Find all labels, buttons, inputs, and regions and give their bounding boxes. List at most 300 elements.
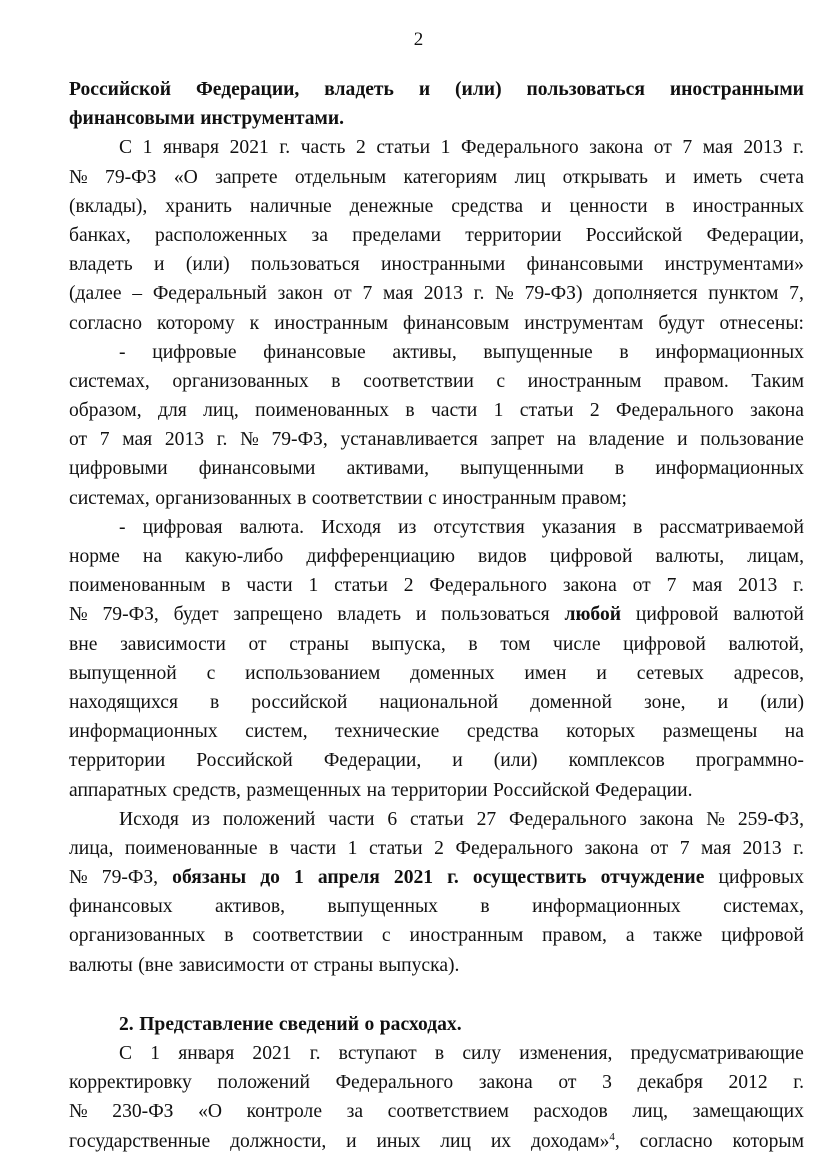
word: № [495, 283, 514, 305]
text-line [69, 75, 804, 104]
word: из [398, 516, 417, 538]
word: отдельным [294, 166, 387, 188]
word: г. [309, 1043, 321, 1064]
word: средства [451, 195, 524, 217]
word: в [297, 487, 307, 509]
text-line [69, 396, 804, 425]
word: 79-ФЗ [105, 166, 157, 188]
document-body [69, 75, 804, 1156]
text-line [69, 279, 804, 308]
word: 79-ФЗ) [524, 283, 583, 305]
word: лиц [514, 166, 546, 188]
word: января [178, 1043, 235, 1064]
word: любой [564, 604, 622, 626]
word: (далее [69, 283, 122, 305]
word: владеть [324, 79, 394, 100]
word: на [366, 779, 386, 801]
word: с [428, 487, 437, 509]
word: зависимости [178, 954, 285, 976]
word: выпущенных [327, 896, 438, 918]
word: № [69, 867, 88, 889]
word: часть [300, 137, 346, 159]
word: территории [465, 224, 562, 246]
word: и [415, 604, 427, 626]
text-line [69, 746, 804, 775]
word: дополняется [593, 283, 698, 305]
word: закона [589, 137, 644, 159]
word: иностранным [442, 487, 557, 509]
word: и [541, 195, 552, 217]
paragraph [69, 513, 804, 805]
word: 2 [434, 837, 444, 859]
word: размещенных [246, 779, 362, 801]
word: правом. [664, 370, 729, 392]
word: запрет [490, 429, 545, 451]
word: организованных [172, 370, 309, 392]
word: в [269, 837, 279, 859]
text-line [69, 513, 804, 542]
word: 1 [440, 137, 451, 159]
word: наличные [249, 195, 332, 217]
word: (или) [493, 750, 538, 772]
word: сетевых [636, 662, 704, 684]
word: пользоваться [441, 604, 550, 626]
text-line [69, 133, 804, 162]
word: изменения, [519, 1043, 613, 1064]
word: - [119, 341, 126, 363]
word: (или) [185, 254, 230, 276]
word: национальной [379, 691, 499, 713]
word: 7 [682, 137, 693, 159]
word: Федерального [429, 575, 547, 597]
word: соответствии [363, 370, 474, 392]
word: в [633, 516, 643, 538]
word: числе [553, 633, 601, 655]
word: информационных [532, 896, 681, 918]
word: декабря [637, 1072, 703, 1094]
word: Исходя [119, 808, 179, 830]
word: № [69, 1101, 88, 1123]
word: государственные [69, 1130, 211, 1152]
word: сведений [278, 1013, 360, 1035]
word: финансовые [263, 341, 366, 363]
word: отчуждение [600, 867, 705, 889]
word: контроле [246, 1101, 323, 1123]
word: Российской [585, 224, 683, 246]
word: поименованных [255, 400, 389, 422]
text-line [69, 805, 804, 834]
word: информационных [655, 341, 804, 363]
word: финансовых [69, 896, 173, 918]
word: средства [466, 721, 539, 743]
word: доходам»$^4$, [530, 1130, 620, 1152]
word: с [206, 662, 216, 684]
word: территории [69, 750, 166, 772]
word: информационных [655, 458, 804, 480]
word: системах, [69, 370, 150, 392]
word: 3 [602, 1072, 612, 1094]
text-line [69, 425, 804, 454]
text-line [69, 163, 804, 192]
word: использованием [245, 662, 381, 684]
word: инструментами» [664, 254, 804, 276]
word: пунктом [708, 283, 779, 305]
section-heading [69, 1010, 804, 1039]
word: и [677, 429, 688, 451]
word: выпущенной [69, 662, 177, 684]
word: Федерации, [706, 224, 804, 246]
word: выпуска, [371, 633, 446, 655]
word: согласно [69, 312, 142, 334]
word: зависимости [120, 633, 226, 655]
paragraph [69, 133, 804, 337]
text-line [69, 250, 804, 279]
text-line [69, 951, 804, 980]
text-line [69, 309, 804, 338]
word: владеть [69, 254, 133, 276]
word: находящихся [69, 691, 178, 713]
word: 2021 [252, 1043, 292, 1064]
word: должности, [230, 1130, 327, 1152]
word: будут [658, 312, 705, 334]
word: российской [251, 691, 348, 713]
text-line [69, 600, 804, 629]
word: активами, [346, 458, 430, 480]
word: Федерации, [323, 750, 422, 772]
word: выпуска). [378, 954, 460, 976]
word: предусматривающие [630, 1043, 804, 1064]
word: запрете [215, 166, 278, 188]
word: г. [793, 1072, 804, 1094]
word: инструментам [524, 312, 644, 334]
word: с [496, 370, 506, 392]
word: (вне [138, 954, 174, 976]
word: иностранным [274, 312, 389, 334]
text-line [69, 542, 804, 571]
word: закона [584, 837, 639, 859]
word: ценности [569, 195, 648, 217]
paragraph [69, 75, 804, 133]
word: отнесены: [719, 312, 804, 334]
word: на [556, 429, 577, 451]
word: валюты, [655, 546, 725, 567]
word: размещены [662, 721, 758, 743]
word: на [142, 546, 163, 567]
word: денежные [349, 195, 434, 217]
word: лицам, [747, 546, 804, 567]
word: их [490, 1130, 512, 1152]
word: иностранными [380, 254, 506, 276]
word: иностранных [692, 195, 804, 217]
word: указания [541, 516, 617, 538]
text-line [69, 659, 804, 688]
word: в [221, 575, 231, 597]
word: валюты [69, 954, 133, 976]
word: запрещено [233, 604, 323, 626]
word: системах, [723, 896, 804, 918]
word: 2. [119, 1013, 134, 1035]
word: финансовыми [69, 108, 195, 130]
text-line [69, 688, 804, 717]
word: 230-ФЗ [112, 1101, 174, 1123]
word: апреля [317, 867, 380, 889]
text-line [69, 104, 804, 133]
word: цифровыми [69, 458, 168, 480]
word: том [500, 633, 531, 655]
word: инструментами. [200, 108, 345, 130]
word: 7, [789, 283, 804, 305]
word: 1 [142, 137, 153, 159]
word: от [653, 137, 672, 159]
word: цифровая [142, 516, 223, 538]
word: - [119, 516, 126, 538]
word: части [289, 837, 337, 859]
word: 1 [308, 575, 319, 597]
word: осуществить [472, 867, 587, 889]
word: зоне, [644, 691, 686, 713]
word: отсутствия [433, 516, 525, 538]
word: статьи [519, 400, 574, 422]
page-number: 2 [413, 29, 424, 50]
word: положений [217, 1072, 310, 1094]
word: поименованные [124, 837, 258, 859]
word: января [163, 137, 220, 159]
word: от [289, 954, 309, 976]
word: из [191, 808, 210, 830]
word: организованных [69, 925, 206, 947]
word: Исходя [321, 516, 382, 538]
word: закона [562, 575, 617, 597]
word: вступают [338, 1043, 417, 1064]
word: Федерального [455, 837, 574, 859]
word: положений [222, 808, 316, 830]
text-line [69, 1039, 804, 1068]
word: категориям [403, 166, 498, 188]
word: г. [279, 137, 291, 159]
word: мая [122, 429, 153, 451]
word: 2013 [423, 283, 463, 305]
word: г. [793, 575, 804, 597]
word: технические [335, 721, 440, 743]
word: организованных [155, 487, 292, 509]
word: Российской [493, 779, 590, 801]
word: цифровой [549, 546, 633, 567]
text-line [69, 921, 804, 950]
word: в [468, 633, 478, 655]
text-line [69, 1097, 804, 1126]
word: счета [759, 166, 804, 188]
word: в [331, 370, 341, 392]
word: цифровой [635, 604, 719, 626]
word: и [154, 254, 165, 276]
word: систем, [245, 721, 308, 743]
word: хранить [165, 195, 232, 217]
word: 7 [666, 575, 677, 597]
word: 2 [356, 137, 366, 159]
word: Российской [196, 750, 293, 772]
word: г. [793, 137, 804, 159]
word: и [717, 691, 729, 713]
word: в [614, 458, 625, 480]
word: Федеральный [152, 283, 267, 305]
word: 1 [493, 400, 504, 422]
word: (или) [455, 79, 502, 100]
word: и [452, 750, 463, 772]
word: цифровых [718, 867, 804, 889]
word: Федерального [461, 137, 579, 159]
word: от [248, 633, 267, 655]
paragraph [69, 1039, 804, 1156]
word: выпущенные [483, 341, 593, 363]
word: от [333, 283, 352, 305]
text-line [69, 1127, 804, 1156]
word: от [558, 1072, 577, 1094]
word: вне [69, 633, 98, 655]
word: от [632, 575, 651, 597]
text-line [69, 454, 804, 483]
word: расходов [533, 1101, 608, 1123]
word: поименованным [69, 575, 206, 597]
word: Федерального [335, 1072, 454, 1094]
word: пользование [700, 429, 804, 451]
word: на [784, 721, 804, 743]
text-line [69, 192, 804, 221]
word: Представление [139, 1013, 274, 1035]
word: 79-ФЗ, [102, 604, 159, 626]
word: силу [462, 1043, 502, 1064]
word: закон [277, 283, 323, 305]
word: выпущенными [460, 458, 584, 480]
word: информационных [69, 721, 218, 743]
text-line [69, 484, 804, 513]
word: 2013 [742, 837, 782, 859]
word: валюта. [239, 516, 305, 538]
word: видов [478, 546, 527, 567]
word: адресов, [733, 662, 804, 684]
word: статьи [368, 837, 423, 859]
word: С [119, 137, 133, 159]
word: и [665, 166, 676, 188]
word: норме [69, 546, 120, 567]
word: закона [750, 400, 804, 422]
word: 27 [476, 808, 497, 830]
word: г. [793, 837, 804, 859]
word: обязаны [172, 867, 247, 889]
word: за [346, 1101, 364, 1123]
word: 2021 [393, 867, 434, 889]
word: пользоваться [251, 254, 360, 276]
word: финансовыми [526, 254, 644, 276]
word: 7 [99, 429, 110, 451]
word: закона [478, 1072, 533, 1094]
word: лица, [69, 837, 114, 859]
word: цифровой [721, 925, 804, 947]
text-line [69, 834, 804, 863]
word: Федерального [616, 400, 734, 422]
word: мая [383, 283, 413, 305]
word: в [480, 896, 490, 918]
word: соответствием [387, 1101, 509, 1123]
word: расходах. [379, 1013, 462, 1035]
footnote-ref: 4 [609, 1130, 615, 1143]
word: 7 [362, 283, 373, 305]
word: Таким [751, 370, 804, 392]
word: соответствии [252, 925, 364, 947]
word: и [418, 79, 431, 100]
word: имен [524, 662, 567, 684]
word: в [434, 1043, 445, 1064]
word: финансовыми [198, 458, 316, 480]
word: страны [289, 633, 349, 655]
word: какую-либо [185, 546, 284, 567]
word: расположенных [155, 224, 288, 246]
word: цифровой [623, 633, 706, 655]
word: статьи [376, 137, 431, 159]
word: средств, [172, 779, 241, 801]
word: 2013 [743, 137, 783, 159]
word: «О [198, 1101, 223, 1123]
word: образом, [69, 400, 142, 422]
word: 79-ФЗ, [271, 429, 328, 451]
word: Федерации. [595, 779, 693, 801]
word: в [210, 691, 220, 713]
word: за [311, 224, 328, 246]
word: от [650, 837, 669, 859]
word: от [69, 429, 88, 451]
word: доменной [530, 691, 612, 713]
text-line [69, 863, 804, 892]
text-line [69, 221, 804, 250]
word: 1 [347, 837, 358, 859]
word: будет [173, 604, 219, 626]
word: 259-ФЗ, [737, 808, 804, 830]
text-line [69, 892, 804, 921]
word: 2 [589, 400, 600, 422]
word: в [619, 341, 629, 363]
word: иностранным [409, 925, 524, 947]
word: территории [391, 779, 488, 801]
word: соответствии [311, 487, 423, 509]
word: 1 [150, 1043, 161, 1064]
word: корректировку [69, 1072, 192, 1094]
word: статьи [410, 808, 464, 830]
word: пределами [352, 224, 441, 246]
word: страны [313, 954, 374, 976]
word: закона [639, 808, 694, 830]
word: которых [566, 721, 636, 743]
word: г. [473, 283, 485, 305]
word: 2012 [728, 1072, 768, 1094]
word: иметь [693, 166, 743, 188]
word: дифференциацию [306, 546, 456, 567]
word: 7 [679, 837, 690, 859]
word: 79-ФЗ, [101, 867, 159, 889]
word: Российской [69, 79, 172, 100]
word: аппаратных [69, 779, 168, 801]
paragraph [69, 805, 804, 980]
word: цифровые [152, 341, 237, 363]
word: устанавливается [340, 429, 478, 451]
word: и [346, 1130, 357, 1152]
word: валютой [733, 604, 804, 626]
word: программно- [695, 750, 804, 772]
word: активов, [215, 896, 286, 918]
word: для [157, 400, 187, 422]
word: замещающих [692, 1101, 804, 1123]
word: к [249, 312, 260, 334]
word: правом; [561, 487, 627, 509]
word: активы, [392, 341, 457, 363]
